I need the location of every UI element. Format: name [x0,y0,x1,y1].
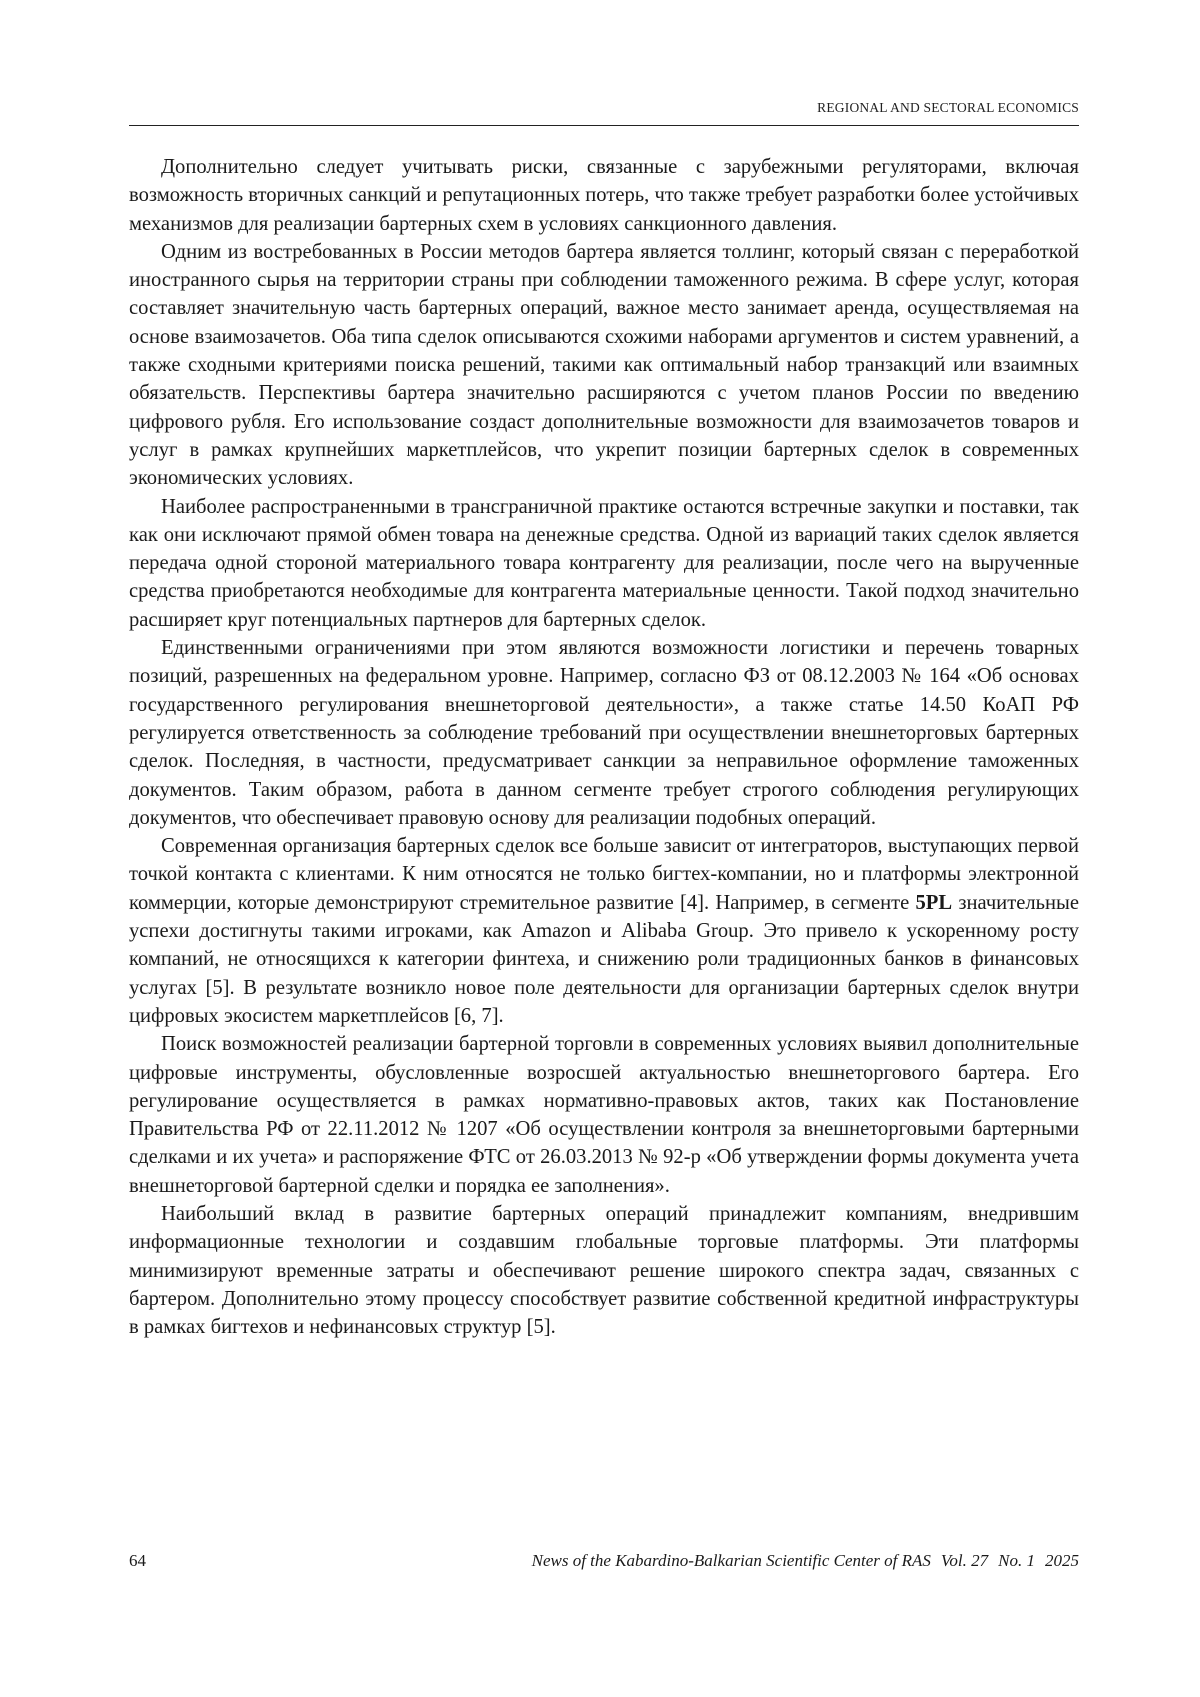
paragraph-4: Единственными ограничениями при этом являются возможности логистики и перечень товарных позиций, разрешенных на федеральном уровне. Например, согласно ФЗ от 08.12.2003 № 164 «Об основах государственного регулирования внешнеторговой деятельности», а также статье 14.50 КоАП РФ регулируется ответственность за соблюдение требований при осуществлении внешнеторговых бартерных сделок. Последняя, в частности, предусматривает санкции за неправильное оформление таможенных документов. Таким образом, работа в данном сегменте требует строгого соблюдения регулирующих документов, что обеспечивает правовую основу для реализации подобных операций. [129,637,1079,829]
journal-citation [532,1551,1079,1571]
paragraph-5-part2: значительные успехи достигнуты такими игроками, как Amazon и Alibaba Group. Это привело к ускоренному росту компаний, не относящихся к категории финтеха, и снижению роли традиционных банков в финансовых услугах [5]. В результате возникло новое поле деятельности для организации бартерных сделок внутри цифровых экосистем маркетплейсов [6, 7]. [129,891,1079,1027]
paragraph-6: Поиск возможностей реализации бартерной торговли в современных условиях выявил дополнительные цифровые инструменты, обусловленные возросшей актуальностью внешнеторгового бартера. Его регулирование осуществляется в рамках нормативно-правовых актов, таких как Постановление Правительства РФ от 22.11.2012 № 1207 «Об осуществлении контроля за внешнеторговыми бартерными сделками и их учета» и распоряжение ФТС от 26.03.2013 № 92-р «Об утверждении формы документа учета внешнеторговой бартерной сделки и порядка ее заполнения». [129,1033,1079,1197]
running-header: REGIONAL AND SECTORAL ECONOMICS [817,100,1079,115]
page-number: 64 [129,1551,146,1570]
paragraph-5-part1: Современная организация бартерных сделок все больше зависит от интеграторов, выступающих первой точкой контакта с клиентами. К ним относятся не только бигтех-компании, но и платформы электронной коммерции, которые демонстрируют стремительное развитие [4]. Например, в сегменте [129,835,1079,914]
journal-year: 2025 [1045,1551,1079,1570]
paragraph-3: Наиболее распространенными в трансграничной практике остаются встречные закупки и поставки, так как они исключают прямой обмен товара на денежные средства. Одной из вариаций таких сделок является передача одной стороной материального товара контрагенту для реализации, после чего на вырученные средства приобретаются необходимые для контрагента материальные ценности. Такой подход значительно расширяет круг потенциальных партнеров для бартерных сделок. [129,495,1079,631]
paragraph-2: Одним из востребованных в России методов бартера является толлинг, который связан с переработкой иностранного сырья на территории страны при соблюдении таможенного режима. В сфере услуг, которая составляет значительную часть бартерных операций, важное место занимает аренда, осуществляемая на основе взаимозачетов. Оба типа сделок описываются схожими наборами аргументов и систем уравнений, а также сходными критериями поиска решений, такими как оптимальный набор транзакций или взаимных обязательств. Перспективы бартера значительно расширяются с учетом планов России по введению цифрового рубля. Его использование создаст дополнительные возможности для взаимозачетов товаров и услуг в рамках крупнейших маркетплейсов, что укрепит позиции бартерных сделок в современных экономических условиях. [129,240,1079,490]
paragraph-7: Наибольший вклад в развитие бартерных операций принадлежит компаниям, внедрившим информационные технологии и создавшим глобальные торговые платформы. Эти платформы минимизируют временные затраты и обеспечивают решение широкого спектра задач, связанных с бартером. Дополнительно этому процессу способствует развитие собственной кредитной инфраструктуры в рамках бигтехов и нефинансовых структур [5]. [129,1202,1079,1339]
journal-name: News of the Kabardino-Balkarian Scientific Center of RAS [531,1551,931,1570]
page-footer [129,1551,1079,1575]
paragraph-1: Дополнительно следует учитывать риски, связанные с зарубежными регуляторами, включая возможность вторичных санкций и репутационных потерь, что также требует разработки более устойчивых механизмов для реализации бартерных схем в условиях санкционного давления. [129,156,1079,235]
journal-issue: No. 1 [998,1551,1035,1570]
paragraph-5-bold-term: 5PL [915,891,953,914]
journal-volume: Vol. 27 [940,1551,989,1570]
paragraph-5 [129,832,1079,1030]
header-rule [129,125,1079,126]
article-body [129,153,1079,1341]
